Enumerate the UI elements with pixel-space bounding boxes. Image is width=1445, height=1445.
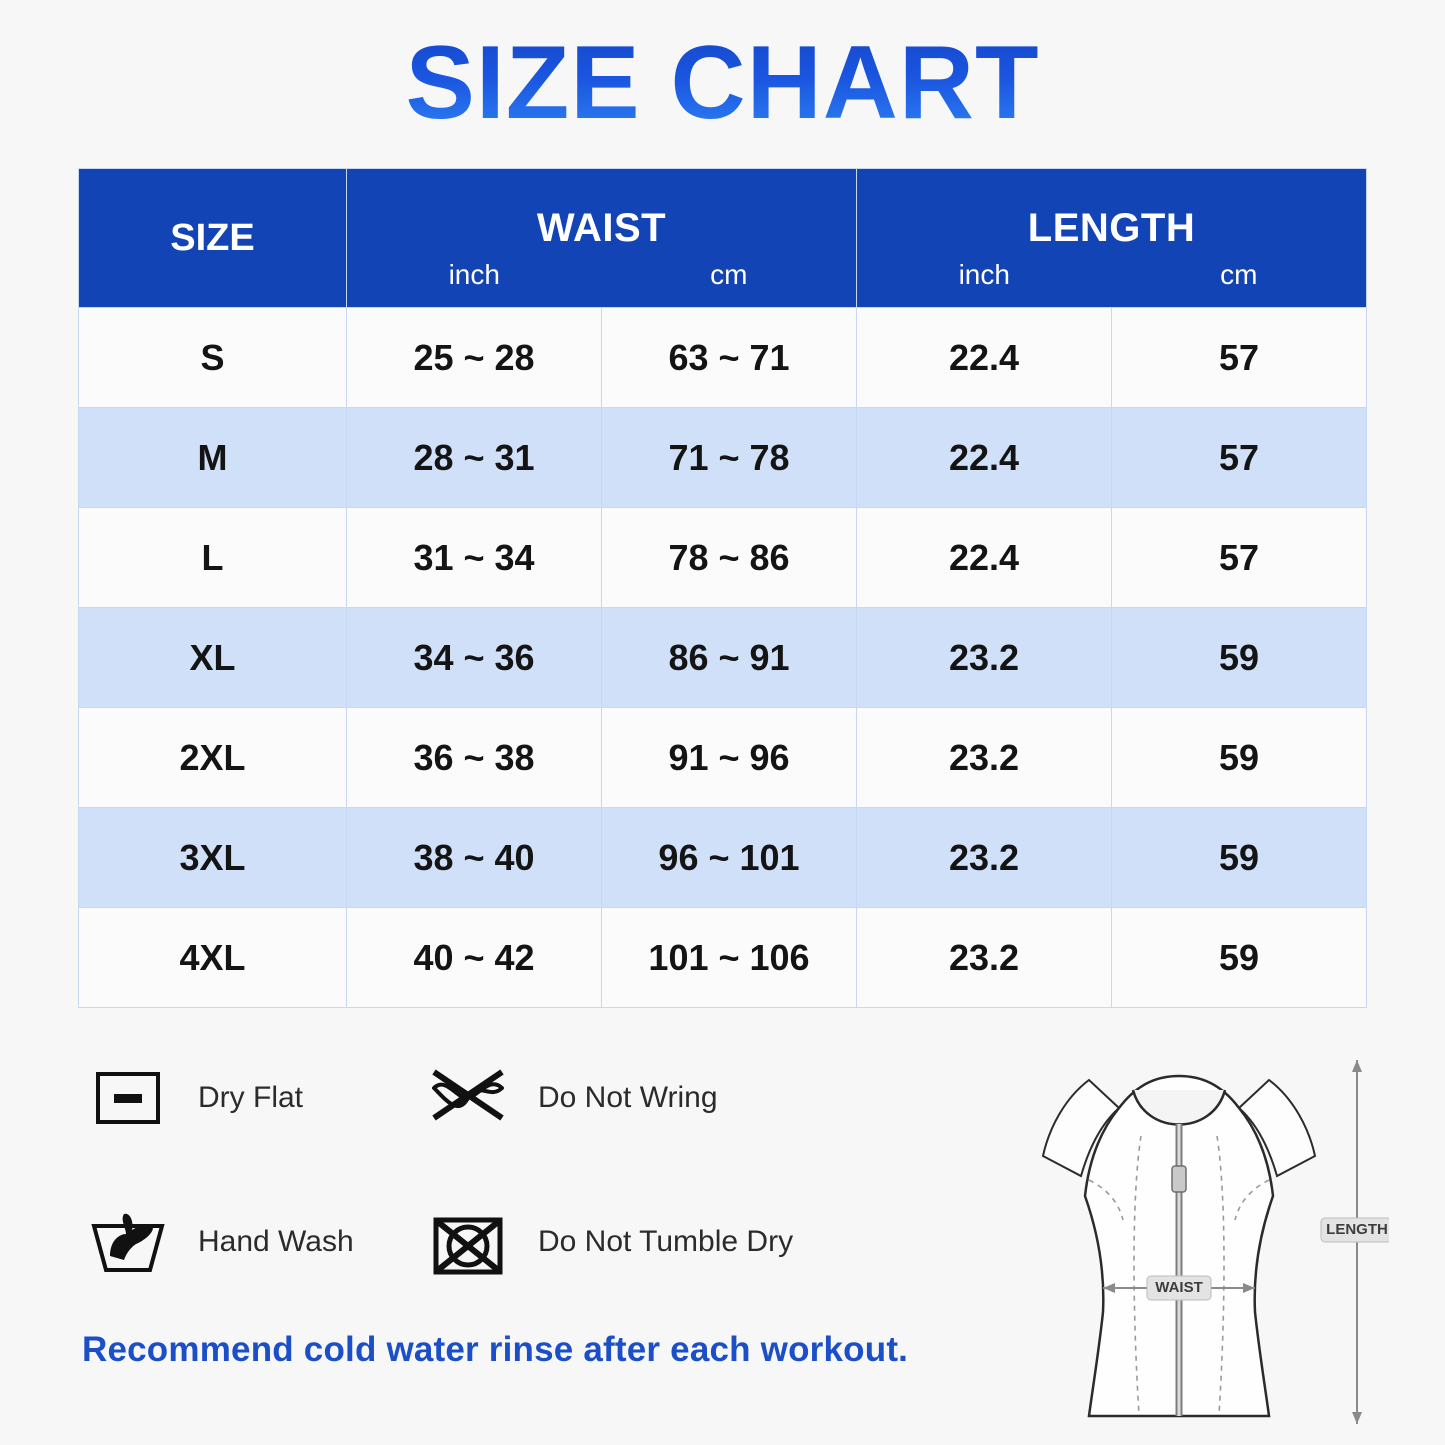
column-header-length-unit-inch: inch [958,258,1010,290]
cell-length-cm: 59 [1112,908,1367,1008]
waist-tag-label: WAIST [1155,1279,1203,1296]
column-header-length-label: LENGTH [1027,205,1196,250]
care-item-do-not-wring [420,1050,940,1146]
cell-size: 4XL [79,908,347,1008]
cell-waist-cm: 71 ~ 78 [602,408,857,508]
cell-size: S [79,308,347,408]
table-row [79,308,1367,408]
care-label: Do Not Wring [538,1081,718,1114]
cell-length-inch: 22.4 [857,308,1112,408]
column-header-waist-unit-inch: inch [448,258,500,290]
hand-wash-icon [80,1194,176,1290]
cell-waist-cm: 96 ~ 101 [602,808,857,908]
table-row [79,708,1367,808]
cell-length-cm: 57 [1112,408,1367,508]
table-header-row [79,169,1367,308]
care-instructions [80,1050,940,1290]
care-item-dry-flat [80,1050,420,1146]
page-header [0,0,1445,140]
cell-size: 3XL [79,808,347,908]
cell-length-inch: 22.4 [857,508,1112,608]
cell-waist-inch: 40 ~ 42 [347,908,602,1008]
cell-waist-cm: 78 ~ 86 [602,508,857,608]
cell-waist-inch: 31 ~ 34 [347,508,602,608]
cell-length-inch: 23.2 [857,908,1112,1008]
cell-length-inch: 23.2 [857,808,1112,908]
care-label: Dry Flat [198,1081,303,1114]
care-note: Recommend cold water rinse after each workout. [82,1330,909,1369]
cell-size: XL [79,608,347,708]
cell-length-inch: 23.2 [857,608,1112,708]
cell-waist-cm: 91 ~ 96 [602,708,857,808]
do-not-tumble-dry-icon [420,1194,516,1290]
column-header-length-unit-cm: cm [1220,258,1258,290]
cell-length-inch: 22.4 [857,408,1112,508]
cell-length-cm: 59 [1112,808,1367,908]
table-head [79,169,1367,308]
page-title: SIZE CHART [405,25,1040,141]
column-header-size: SIZE [79,169,347,308]
cell-length-cm: 57 [1112,308,1367,408]
column-header-length [857,169,1367,308]
cell-waist-inch: 34 ~ 36 [347,608,602,708]
length-tag-label: LENGTH [1326,1221,1388,1238]
cell-waist-cm: 101 ~ 106 [602,908,857,1008]
cell-waist-cm: 86 ~ 91 [602,608,857,708]
cell-length-cm: 59 [1112,608,1367,708]
table-body [79,308,1367,1008]
cell-length-cm: 57 [1112,508,1367,608]
cell-length-cm: 59 [1112,708,1367,808]
care-label: Do Not Tumble Dry [538,1225,794,1258]
cell-size: M [79,408,347,508]
garment-diagram [969,1020,1389,1440]
care-item-hand-wash [80,1194,420,1290]
care-item-do-not-tumble-dry [420,1194,940,1290]
cell-waist-inch: 36 ~ 38 [347,708,602,808]
table-row [79,508,1367,608]
size-chart-table-wrapper [78,168,1367,1008]
table-row [79,808,1367,908]
column-header-waist [347,169,857,308]
dry-flat-icon [80,1050,176,1146]
care-label: Hand Wash [198,1225,354,1258]
size-chart-table [78,168,1367,1008]
cell-waist-inch: 28 ~ 31 [347,408,602,508]
cell-size: 2XL [79,708,347,808]
table-row [79,408,1367,508]
cell-waist-cm: 63 ~ 71 [602,308,857,408]
table-row [79,908,1367,1008]
table-row [79,608,1367,708]
column-header-waist-unit-cm: cm [710,258,748,290]
column-header-waist-label: WAIST [536,205,667,250]
do-not-wring-icon [420,1050,516,1146]
cell-waist-inch: 25 ~ 28 [347,308,602,408]
cell-waist-inch: 38 ~ 40 [347,808,602,908]
cell-size: L [79,508,347,608]
cell-length-inch: 23.2 [857,708,1112,808]
